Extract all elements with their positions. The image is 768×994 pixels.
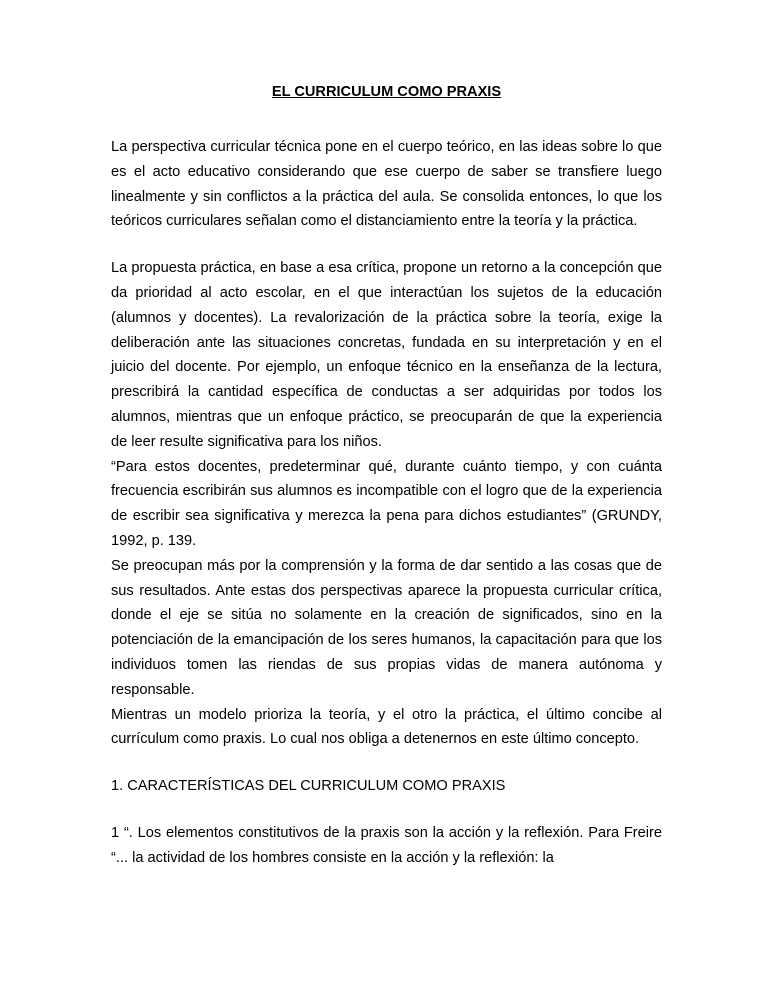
spacer — [111, 799, 662, 821]
paragraph-technical-perspective: La perspectiva curricular técnica pone en el cuerpo teórico, en las ideas sobre lo que es el acto educativo considerando que ese cuerpo de saber se transfiere luego linealmente y sin conflictos a la práctica del aula. Se consolida entonces, lo que los teóricos curriculares señalan como el distanciamiento entre la teoría y la práctica. — [111, 139, 662, 230]
paragraph-praxis-elements: 1 “. Los elementos constitutivos de la praxis son la acción y la reflexión. Para Freire “... la actividad de los hombres consiste en la acción y la reflexión: la — [111, 824, 662, 866]
paragraph-grundy-quote: “Para estos docentes, predeterminar qué, durante cuánto tiempo, y con cuánta frecuencia escribirán sus alumnos es incompatible con el logro que de la experiencia de escribir sea significativa y merezca la pena para dichos estudiantes” (GRUNDY, 1992, p. 139. — [111, 458, 662, 549]
section-heading: 1. CARACTERÍSTICAS DEL CURRICULUM COMO PRAXIS — [111, 778, 506, 795]
paragraph-critical-proposal: Se preocupan más por la comprensión y la forma de dar sentido a las cosas que de sus resultados. Ante estas dos perspectivas aparece la propuesta curricular crítica, donde el eje se sitúa no solamente en la creación de significados, sino en la potenciación de la emancipación de los seres humanos, la capacitación para que los individuos tomen las riendas de sus propias vidas de manera autónoma y responsable. — [111, 557, 662, 698]
document-title: EL CURRICULUM COMO PRAXIS — [271, 84, 502, 100]
document-page — [111, 80, 662, 871]
paragraph-praxis-intro: Mientras un modelo prioriza la teoría, y el otro la práctica, el último concibe al currículum como praxis. Lo cual nos obliga a detenernos en este último concepto. — [111, 706, 662, 748]
spacer — [111, 104, 662, 135]
spacer — [111, 234, 662, 256]
spacer — [111, 752, 662, 774]
paragraph-practical-proposal: La propuesta práctica, en base a esa crítica, propone un retorno a la concepción que da prioridad al acto escolar, en el que interactúan los sujetos de la educación (alumnos y docentes). La revalorización de la práctica sobre la teoría, exige la deliberación ante las situaciones concretas, fundada en su interpretación y en el juicio del docente. Por ejemplo, un enfoque técnico en la enseñanza de la lectura, prescribirá la cantidad específica de conductas a ser adquiridas por todos los alumnos, mientras que un enfoque práctico, se preocuparán de que la experiencia de leer resulte significativa para los niños. — [111, 260, 662, 450]
